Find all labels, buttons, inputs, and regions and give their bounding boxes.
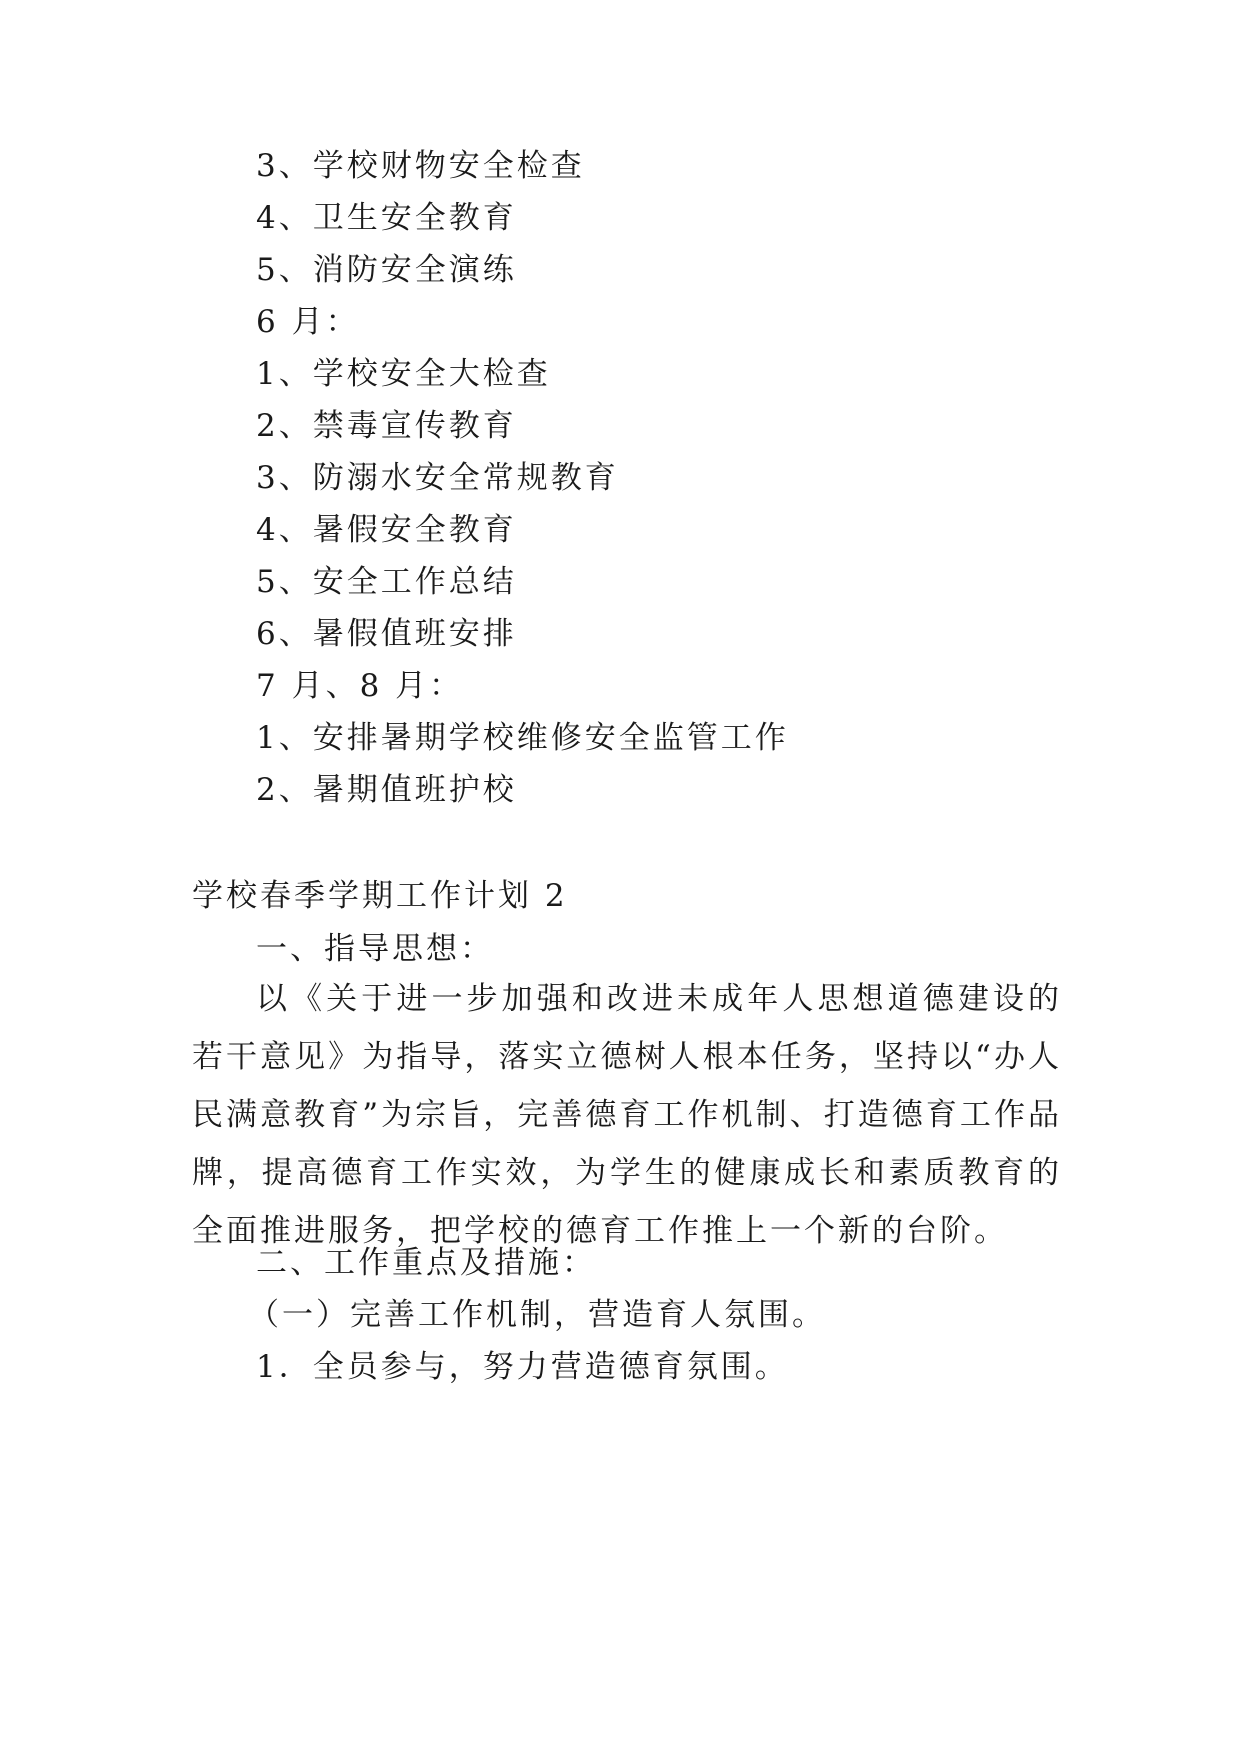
list-item: 2、暑期值班护校	[256, 772, 517, 808]
list-item: 5、消防安全演练	[256, 252, 517, 288]
month-heading-june: 6 月：	[256, 304, 360, 340]
list-item: 5、安全工作总结	[256, 564, 517, 600]
paragraph-guiding-thought: 以《关于进一步加强和改进未成年人思想道德建设的若干意见》为指导，落实立德树人根本任务，坚持以“办人民满意教育”为宗旨，完善德育工作机制、打造德育工作品牌，提高德育工作实效，为学生的健康成长和素质教育的全面推进服务，把学校的德育工作推上一个新的台阶。	[192, 981, 1062, 1249]
list-item: 1、安排暑期学校维修安全监管工作	[256, 720, 789, 756]
list-item: 4、卫生安全教育	[256, 200, 517, 236]
list-item: 1、学校安全大检查	[256, 356, 551, 392]
subheading-work-mechanism: （一）完善工作机制，营造育人氛围。	[248, 1297, 826, 1333]
list-item: 6、暑假值班安排	[256, 616, 517, 652]
list-item: 3、防溺水安全常规教育	[256, 460, 619, 496]
list-item: 4、暑假安全教育	[256, 512, 517, 548]
heading-guiding-thought: 一、指导思想：	[256, 931, 494, 967]
list-item: 1．全员参与，努力营造德育氛围。	[256, 1349, 789, 1385]
heading-work-focus: 二、工作重点及措施：	[256, 1245, 596, 1281]
month-heading-july-august: 7 月、8 月：	[256, 668, 464, 704]
list-item: 2、禁毒宣传教育	[256, 408, 517, 444]
section-title: 学校春季学期工作计划 2	[192, 878, 568, 914]
list-item: 3、学校财物安全检查	[256, 148, 585, 184]
